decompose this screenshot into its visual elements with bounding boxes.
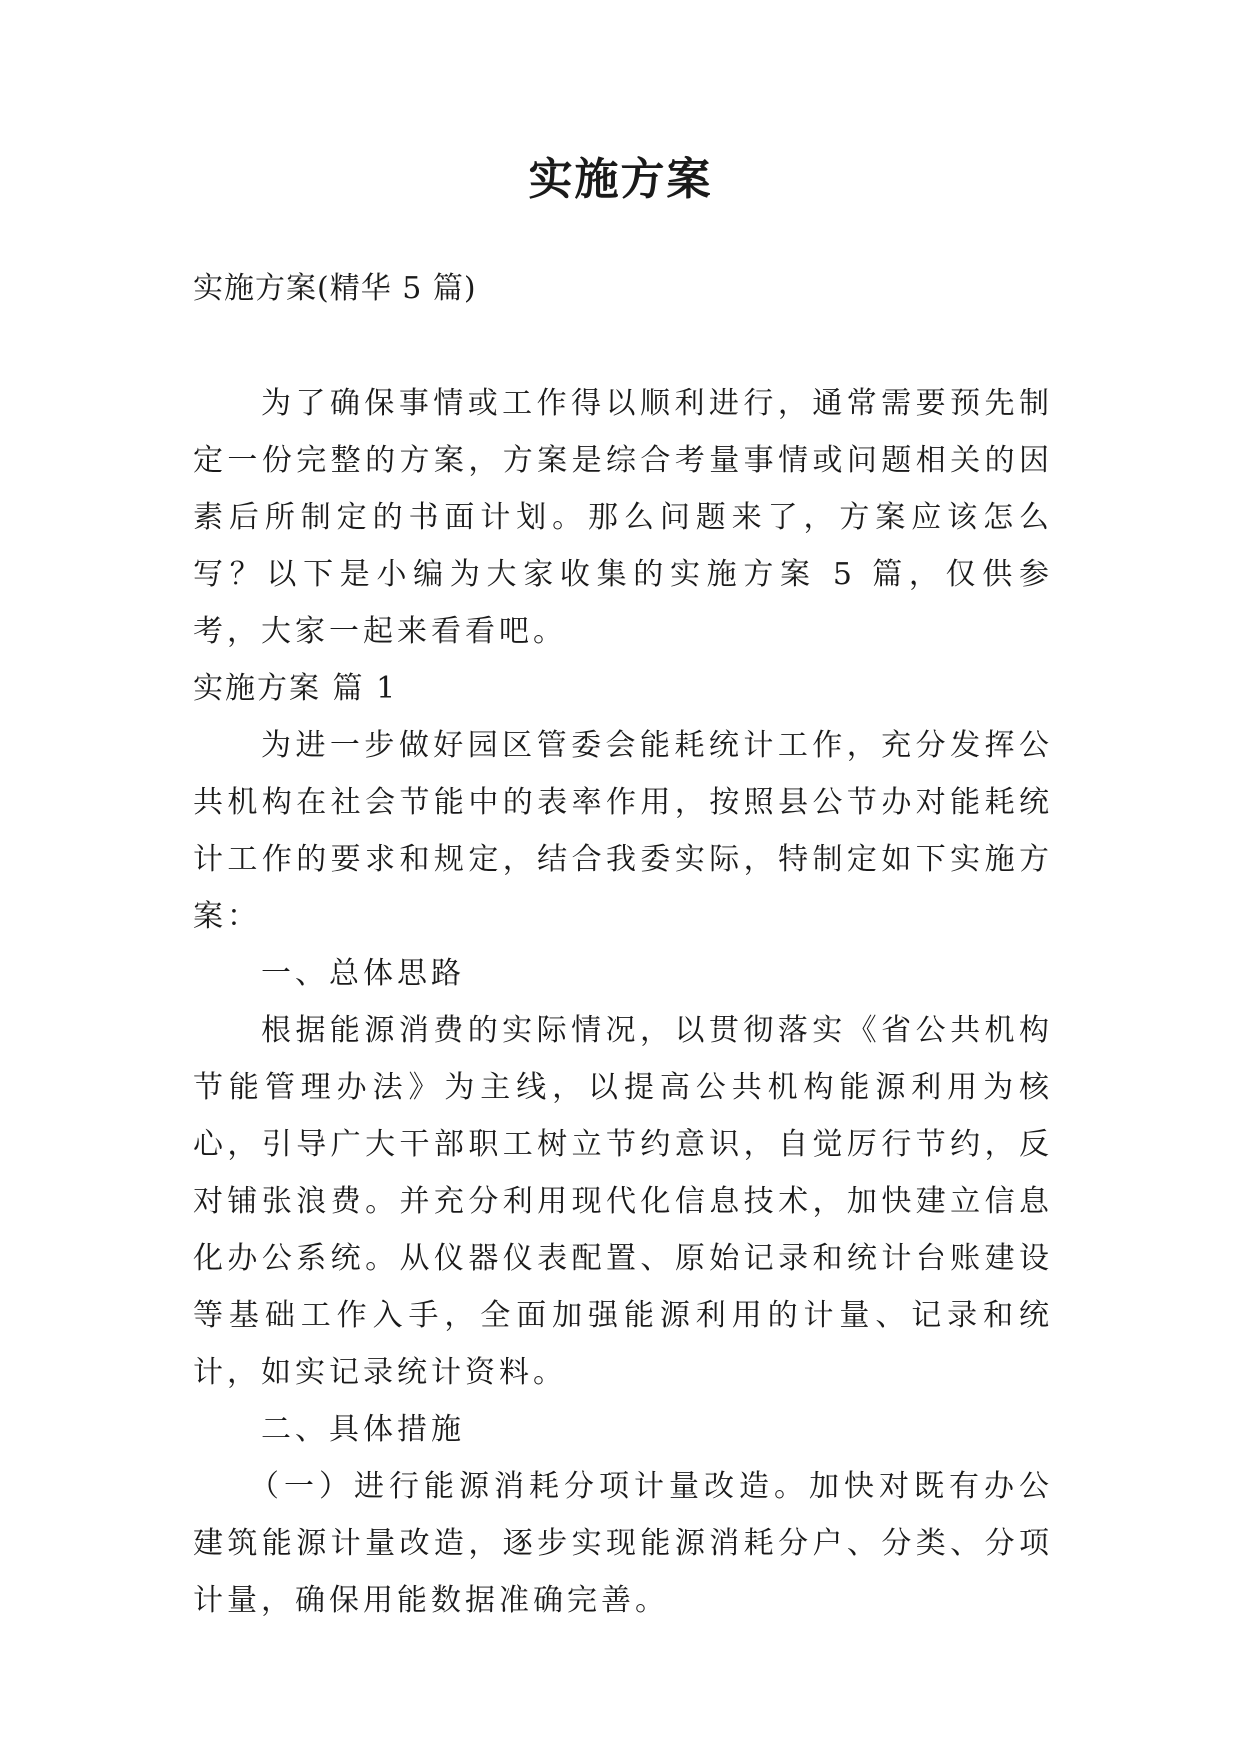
section-paragraph: 为进一步做好园区管委会能耗统计工作，充分发挥公共机构在社会节能中的表率作用，按照县公节办对能耗统计工作的要求和规定，结合我委实际，特制定如下实施方案：: [193, 728, 1053, 934]
section-title: 实施方案 篇 1: [193, 671, 398, 706]
section-heading: 一、总体思路: [261, 956, 465, 991]
section-paragraph: （一）进行能源消耗分项计量改造。加快对既有办公建筑能源计量改造，逐步实现能源消耗分户、分类、分项计量，确保用能数据准确完善。: [193, 1469, 1053, 1618]
section-paragraph: 根据能源消费的实际情况，以贯彻落实《省公共机构节能管理办法》为主线，以提高公共机构能源利用为核心，引导广大干部职工树立节约意识，自觉厉行节约，反对铺张浪费。并充分利用现代化信息技术，加快建立信息化办公系统。从仪器仪表配置、原始记录和统计台账建设等基础工作入手，全面加强能源利用的计量、记录和统计，如实记录统计资料。: [193, 1013, 1053, 1390]
spacer: [193, 317, 1053, 375]
document-subtitle: 实施方案(精华 5 篇): [193, 271, 477, 306]
document-title: 实施方案: [528, 154, 713, 205]
section-heading: 二、具体措施: [261, 1412, 465, 1447]
document-body: [193, 260, 1053, 1629]
intro-paragraph: 为了确保事情或工作得以顺利进行，通常需要预先制定一份完整的方案，方案是综合考量事情或问题相关的因素后所制定的书面计划。那么问题来了，方案应该怎么写？以下是小编为大家收集的实施方案 5 篇，仅供参考，大家一起来看看吧。: [193, 386, 1053, 649]
